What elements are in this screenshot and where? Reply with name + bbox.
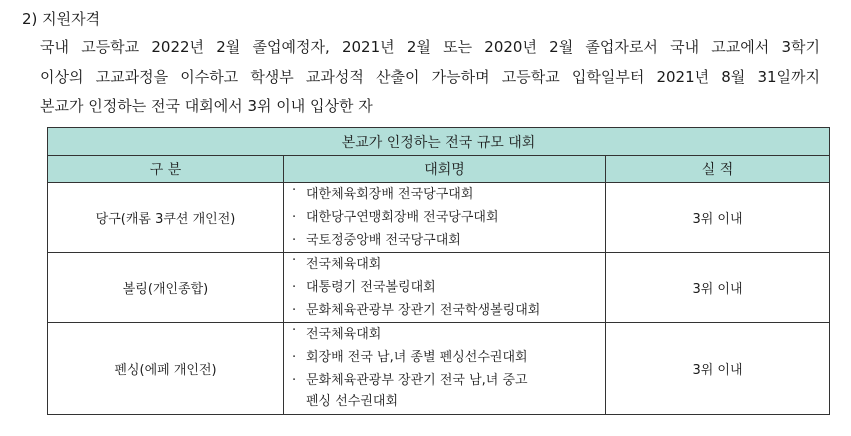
bullet-icon: · (292, 303, 297, 318)
header-category: 구 분 (48, 156, 284, 183)
list-item: · 전국체육대회 (290, 323, 605, 346)
row-competitions (284, 323, 606, 415)
table-title: 본교가 인정하는 전국 규모 대회 (48, 128, 830, 156)
eligibility-paragraph-line-2: 이상의 고교과정을 이수하고 학생부 교과성적 산출이 가능하며 고등학교 입학일부터 2021년 8월 31일까지 (40, 68, 820, 86)
list-item: · 국토정중앙배 전국당구대회 (290, 229, 605, 252)
row-category: 볼링(개인종합) (48, 253, 284, 323)
table-title-row (48, 128, 830, 156)
row-result: 3위 이내 (606, 253, 830, 323)
header-competition: 대회명 (284, 156, 606, 183)
list-item: · 문화체육관광부 장관기 전국학생볼링대회 (290, 299, 605, 322)
bullet-icon: · (292, 280, 297, 295)
list-item-continuation: 펜싱 선수권대회 (306, 394, 399, 409)
bullet-icon: · (292, 233, 297, 248)
table-row (48, 253, 830, 323)
eligibility-paragraph-line-3: 본교가 인정하는 전국 대회에서 3위 이내 입상한 자 (40, 97, 373, 115)
table-header-row (48, 156, 830, 183)
list-item: · 대한체육회장배 전국당구대회 (290, 183, 605, 206)
bullet-icon: · (292, 350, 297, 365)
competition-table (47, 127, 830, 415)
list-item: · 대통령기 전국볼링대회 (290, 276, 605, 299)
row-category: 펜싱(에페 개인전) (48, 323, 284, 415)
list-item: · 문화체육관광부 장관기 전국 남,녀 중고 (290, 369, 605, 392)
list-item: · 회장배 전국 남,녀 종별 펜싱선수권대회 (290, 346, 605, 369)
table-row (48, 183, 830, 253)
list-item: · 전국체육대회 (290, 253, 605, 276)
bullet-icon: · (292, 323, 297, 338)
list-item: · 대한당구연맹회장배 전국당구대회 (290, 206, 605, 229)
header-result: 실 적 (606, 156, 830, 183)
row-result: 3위 이내 (606, 323, 830, 415)
table-row (48, 323, 830, 415)
bullet-icon: · (292, 210, 297, 225)
bullet-icon: · (292, 253, 297, 268)
row-competitions (284, 183, 606, 253)
bullet-icon: · (292, 183, 297, 198)
row-result: 3위 이내 (606, 183, 830, 253)
row-category: 당구(캐롬 3쿠션 개인전) (48, 183, 284, 253)
section-heading: 2) 지원자격 (22, 10, 101, 28)
bullet-icon: · (292, 373, 297, 388)
eligibility-paragraph-line-1: 국내 고등학교 2022년 2월 졸업예정자, 2021년 2월 또는 2020년 2월 졸업자로서 국내 고교에서 3학기 (40, 38, 820, 56)
row-competitions (284, 253, 606, 323)
